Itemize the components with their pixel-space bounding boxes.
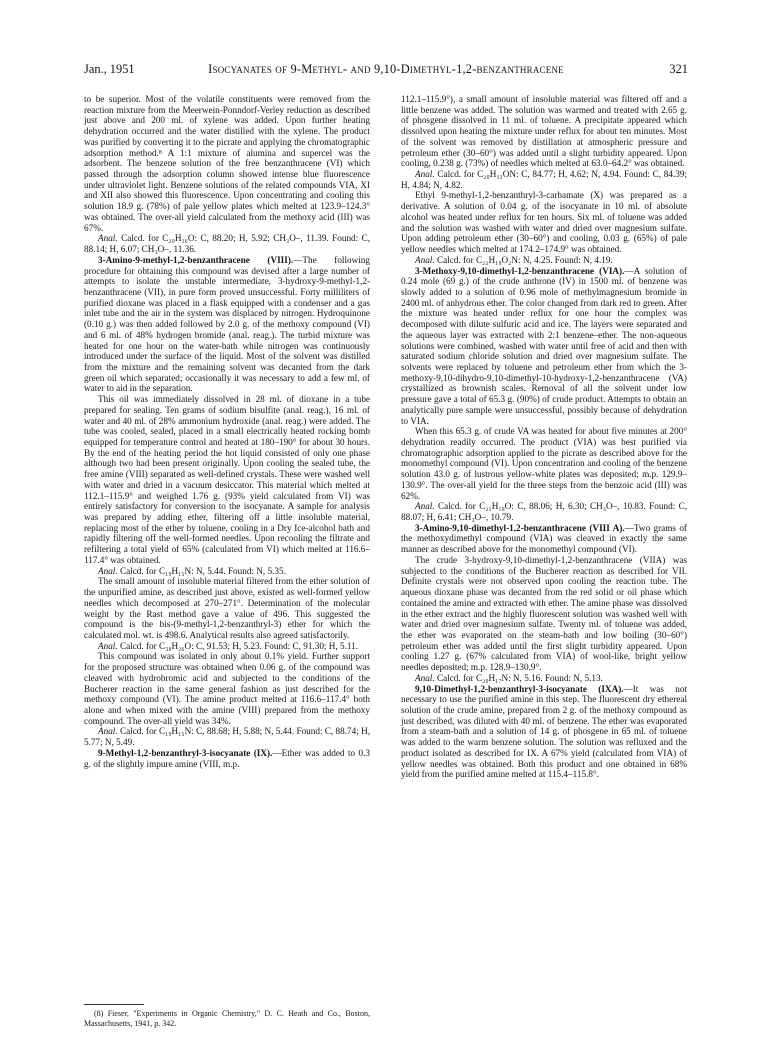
paragraph [401,266,687,427]
paragraph-text: to be superior. Most of the volatile constituents were removed from the reaction mixture from the Meerwein-Ponndorf-Verley reduction as described just above and 200 ml. of xylene was added. Upon further heating dehydration occurred and the water distilled with the xylene. The product was purified by converting it to the picrate and applying the chromatographic adsorption method.⁸ A 1:1 mixture of alumina and supercel was the adsorbent. The benzene solution of the free benzanthracene (VI) which passed through the adsorption column showed intense blue fluorescence under ultraviolet light. Benzene solutions of the related compounds VIA, XI and XII also showed this fluorescence. Upon concentrating and cooling this solution 18.9 g. (78%) of pale yellow plates which melted at 123.9–124.3° was obtained. The over-all yield calculated from the methoxy acid (III) was 67%. [84,94,370,233]
footnote-rule [84,1004,144,1005]
paragraph-text: Calcd. for C₃₈H₂₆O: C, 91.53; H, 5.23. Found: C, 91.30; H, 5.11. [119,640,359,651]
paragraph [401,673,687,684]
paragraph-text: Calcd. for C₂₀H₁₃ON: C, 84.77; H, 4.62; N, 4.94. Found: C, 84.39; H, 4.84; N, 4.82. [401,169,688,190]
paragraph-text: —Two grams of the methoxydimethyl compound (VIA) was cleaved in exactly the same manner as described above for the monomethyl compound (VI). [401,522,687,555]
paragraph-text: Ethyl 9-methyl-1,2-benzanthryl-3-carbamate (X) was prepared as a derivative. A solution of 0.04 g. of the isocyanate in 10 ml. of absolute alcohol was heated under reflux for ten hours. Six ml. of toluene was added and the solution was washed with water and dried over magnesium sulfate. Upon adding petroleum ether (30–60°) and cooling, 0.03 g. (65%) of pale yellow needles which melted at 174.2–174.9° was obtained. [401,190,687,255]
paragraph-text: Calcd. for C₁₉H₁₅N: C, 88.68; H, 5.88; N, 5.44. Found: C, 88.74; H, 5.77; N, 5.49. [84,726,371,748]
paragraph [84,641,370,652]
paragraph [401,684,687,780]
paragraph [84,394,370,566]
paragraph-text: The crude 3-hydroxy-9,10-dimethyl-1,2-benzanthracene (VIIA) was subjected to the conditions of the Bucherer reaction as described for VII. Definite crystals were not observed upon cooling the reaction tube. The aqueous dioxane phase was decanted from the red solid or oil phase which contained the amine and extracted with ether. The amine phase was dissolved in the ether extract and the highly fluorescent solution was washed well with water and dried over magnesium sulfate. Twenty ml. of toluene was added, the ether was evaporated on the steam-bath and low boiling (30–60°) petroleum ether was added until the first slight turbidity appeared. Upon cooling 1.27 g. (67% calculated from VIA) of wool-like, bright yellow needles deposited; m.p. 128.9–130.9°. [401,554,687,673]
footnote-text: (8) Fieser, "Experiments in Organic Chemistry," D. C. Heath and Co., Boston, Massachusetts, 1941, p. 342. [84,1009,370,1028]
paragraph-text: When this 65.3 g. of crude VA was heated for about five minutes at 200° dehydration readily occurred. The product (VIA) was best purified via chromatographic adsorption applied to the picrate as described above for the monomethyl compound (VI). Upon concentration and cooling of the benzene solution 43.0 g. of lustrous yellow-white plates was deposited; m.p. 129.9–130.9°. The over-all yield for the three steps from the benzoic acid (III) was 62%. [401,426,687,501]
paragraph [401,555,687,673]
analysis-label: Anal. [98,726,118,737]
analysis-label: Anal. [415,254,435,265]
analysis-label: Anal. [98,565,118,576]
paragraph-text: This compound was isolated in only about 0.1% yield. Further support for the proposed structure was obtained when 0.06 g. of the compound was cleaved with hydrobromic acid and subjected to the conditions of the Bucherer reaction in the same general fashion as just described for the methoxy compound (VI). The amine product melted at 116.6–117.4° both alone and when mixed with the amine (VIII) prepared from the methoxy compound. The over-all yield was 34%. [84,651,370,726]
section-heading: 9,10-Dimethyl-1,2-benzanthryl-3-isocyanate (IXA). [415,683,624,694]
paragraph [84,233,370,254]
analysis-label: Anal. [415,501,435,512]
paragraph [401,190,687,254]
paragraph-text: This oil was immediately dissolved in 28 ml. of dioxane in a tube prepared for sealing. Ten grams of sodium bisulfite (anal. reag.), 16 ml. of water and 40 ml. of 28% ammonium hydroxide (anal. reag.) were added. The tube was cooled, sealed, placed in a small electrically heated rocking bomb equipped for temperature control and heated at 180–190° for about 30 hours. By the end of the heating period the hot liquid consisted of only one phase although two had been present originally. Upon cooling the sealed tube, the free amine (VIII) separated as well-defined crystals. These were washed well with water and dried in a vacuum desiccator. This material which melted at 112.1–115.9° and weighed 1.76 g. (93% yield calculated from VI) was entirely satisfactory for conversion to the isocyanate. A sample for analysis was prepared by adding ether, filtering off a little insoluble material, replacing most of the ether by toluene, cooling in a Dry Ice-alcohol bath and rapidly filtering off the well-formed needles. Upon recooling the filtrate and refiltering a total yield of 65% (calculated from VI) which melted at 116.6–117.4° was obtained. [84,394,370,565]
paragraph [401,94,687,169]
paragraph [401,501,687,522]
section-heading: 9-Methyl-1,2-benzanthryl-3-isocyanate (IX). [98,747,273,758]
paragraph [84,726,370,747]
paragraph-text: Calcd. for C₂₁H₁₈O: C, 88.06; H, 6.30; CH₃O–, 10.83. Found: C, 88.07; H, 6.41; CH₃O–, 10.79. [401,501,688,523]
section-heading: 3-Methoxy-9,10-dimethyl-1,2-benzanthracene (VIA). [415,265,625,276]
paragraph [401,169,687,190]
section-heading: 3-Amino-9,10-dimethyl-1,2-benzanthracene (VIII A). [415,522,625,533]
paragraph-text: —The following procedure for obtaining this compound was devised after a large number of attempts to isolate the unstable intermediate, 3-hydroxy-9-methyl-1,2-benzanthracene (VII), in pure form proved unsuccessful. Forty milliliters of purified dioxane was placed in a flask equipped with a condenser and a gas inlet tube and the air in the system was displaced by nitrogen. Hydroquinone (0.10 g.) was then added followed by 2.0 g. of the methoxy compound (VI) and 6 ml. of 48% hydrogen bromide (anal. reag.). The turbid mixture was heated for one hour on the water-bath while nitrogen was continuously introduced under the surface of the liquid. Most of the solvent was distilled from the mixture and the remaining solvent was decanted from the dark green oil which separated; occasionally it was necessary to add a few ml. of water to aid in the separation. [84,254,370,394]
paragraph-text: —It was not necessary to use the purified amine in this step. The fluorescent dry ethereal solution of the crude amine, prepared from 2 g. of the methoxy compound as just described, was diluted with 40 ml. of benzene. The ether was evaporated from a steam-bath and a solution of 14 g. of phosgene in 65 ml. of toluene was added to the warm benzene solution. The solution was refluxed and the product isolated as described for IX. A 67% yield (calculated from VIA) of yellow needles was obtained. Both this product and one obtained in 68% yield from the purified amine melted at 115.4–115.8°. [401,683,688,780]
paragraph [84,748,370,769]
running-header [84,60,688,78]
analysis-label: Anal. [415,672,435,683]
analysis-label: Anal. [98,233,118,244]
footnote [84,1009,370,1029]
paragraph [84,576,370,640]
paragraph [84,651,370,726]
paragraph [401,255,687,266]
header-date: Jan., 1951 [84,62,135,76]
right-column [401,94,687,780]
paragraph-text: Calcd. for C₂₀H₁₇N: N, 5.16. Found: N, 5.13. [436,672,603,683]
paragraph [401,523,687,555]
paragraph-text: 112.1–115.9°), a small amount of insoluble material was filtered off and a little benzene was added. The solution was warmed and treated with 2.65 g. of phosgene dissolved in 11 ml. of toluene. A precipitate appeared which dissolved upon heating the mixture under reflux for about ten minutes. Most of the solvent was removed by distillation at atmospheric pressure and petroleum ether (30–60°) was added until a slight turbidity appeared. Upon cooling, 0.238 g. (73%) of needles which melted at 63.0–64.2° was obtained. [401,94,687,169]
paragraph [401,426,687,501]
paragraph-text: The small amount of insoluble material filtered from the ether solution of the unpurified amine, as described just above, existed as well-formed yellow needles which decomposed at 270–271°. Determination of the molecular weight by the Rast method gave a value of 496. This suggested the compound is the bis-(9-methyl-1,2-benzanthryl-3) ether for which the calculated mol. wt. is 498.6. Analytical results also agreed satisfactorily. [84,576,370,640]
paragraph [84,566,370,577]
paragraph-text: Calcd. for C₁₉H₁₅N: N, 5.44. Found: N, 5.35. [119,565,286,576]
paragraph-text: —A solution of 0.24 mole (69 g.) of the crude anthrone (IV) in 1500 ml. of benzene was slowly added to a solution of 0.96 mole of methylmagnesium bromide in 2400 ml. of anhydrous ether. The color changed from dark red to green. After the mixture was heated under reflux for one hour the complex was decomposed with dilute sulfuric acid and ice. The layers were separated and the aqueous layer was extracted with 2:1 benzene–ether. The non-aqueous solutions were combined, washed with water until free of acid and then with saturated sodium chloride solution and dried over magnesium sulfate. The solvents were replaced by toluene and petroleum ether from which the 3-methoxy-9,10-dihydro-9,10-dimethyl-10-hydroxy-1,2-benzanthracene (VA) crystallized as brownish scales. Removal of all the solvent under low pressure gave a total of 65.3 g. (90%) of crude product. Attempts to obtain an analytically pure sample were unsuccessful, possibly because of dehydration to VIA. [401,265,688,426]
analysis-label: Anal. [415,169,435,180]
paragraph [84,94,370,233]
page-number: 321 [669,62,688,76]
paragraph [84,255,370,394]
analysis-label: Anal. [98,640,118,651]
paragraph-text: Calcd. for C₂₂H₁₉O₂N: N, 4.25. Found: N, 4.19. [436,254,613,265]
left-column [84,94,370,769]
header-title: Isocyanates of 9-Methyl- and 9,10-Dimethyl-1,2-benzanthracene [208,62,564,76]
paragraph-text: —Ether was added to 0.3 g. of the slightly impure amine (VIII, m.p. [84,747,370,769]
section-heading: 3-Amino-9-methyl-1,2-benzanthracene (VIII). [98,254,294,265]
paragraph-text: Calcd. for C₂₀H₁₆O: C, 88.20; H, 5.92; CH₃O–, 11.39. Found: C, 88.14; H, 6.07; CH₃O–, 11.36. [84,233,371,255]
